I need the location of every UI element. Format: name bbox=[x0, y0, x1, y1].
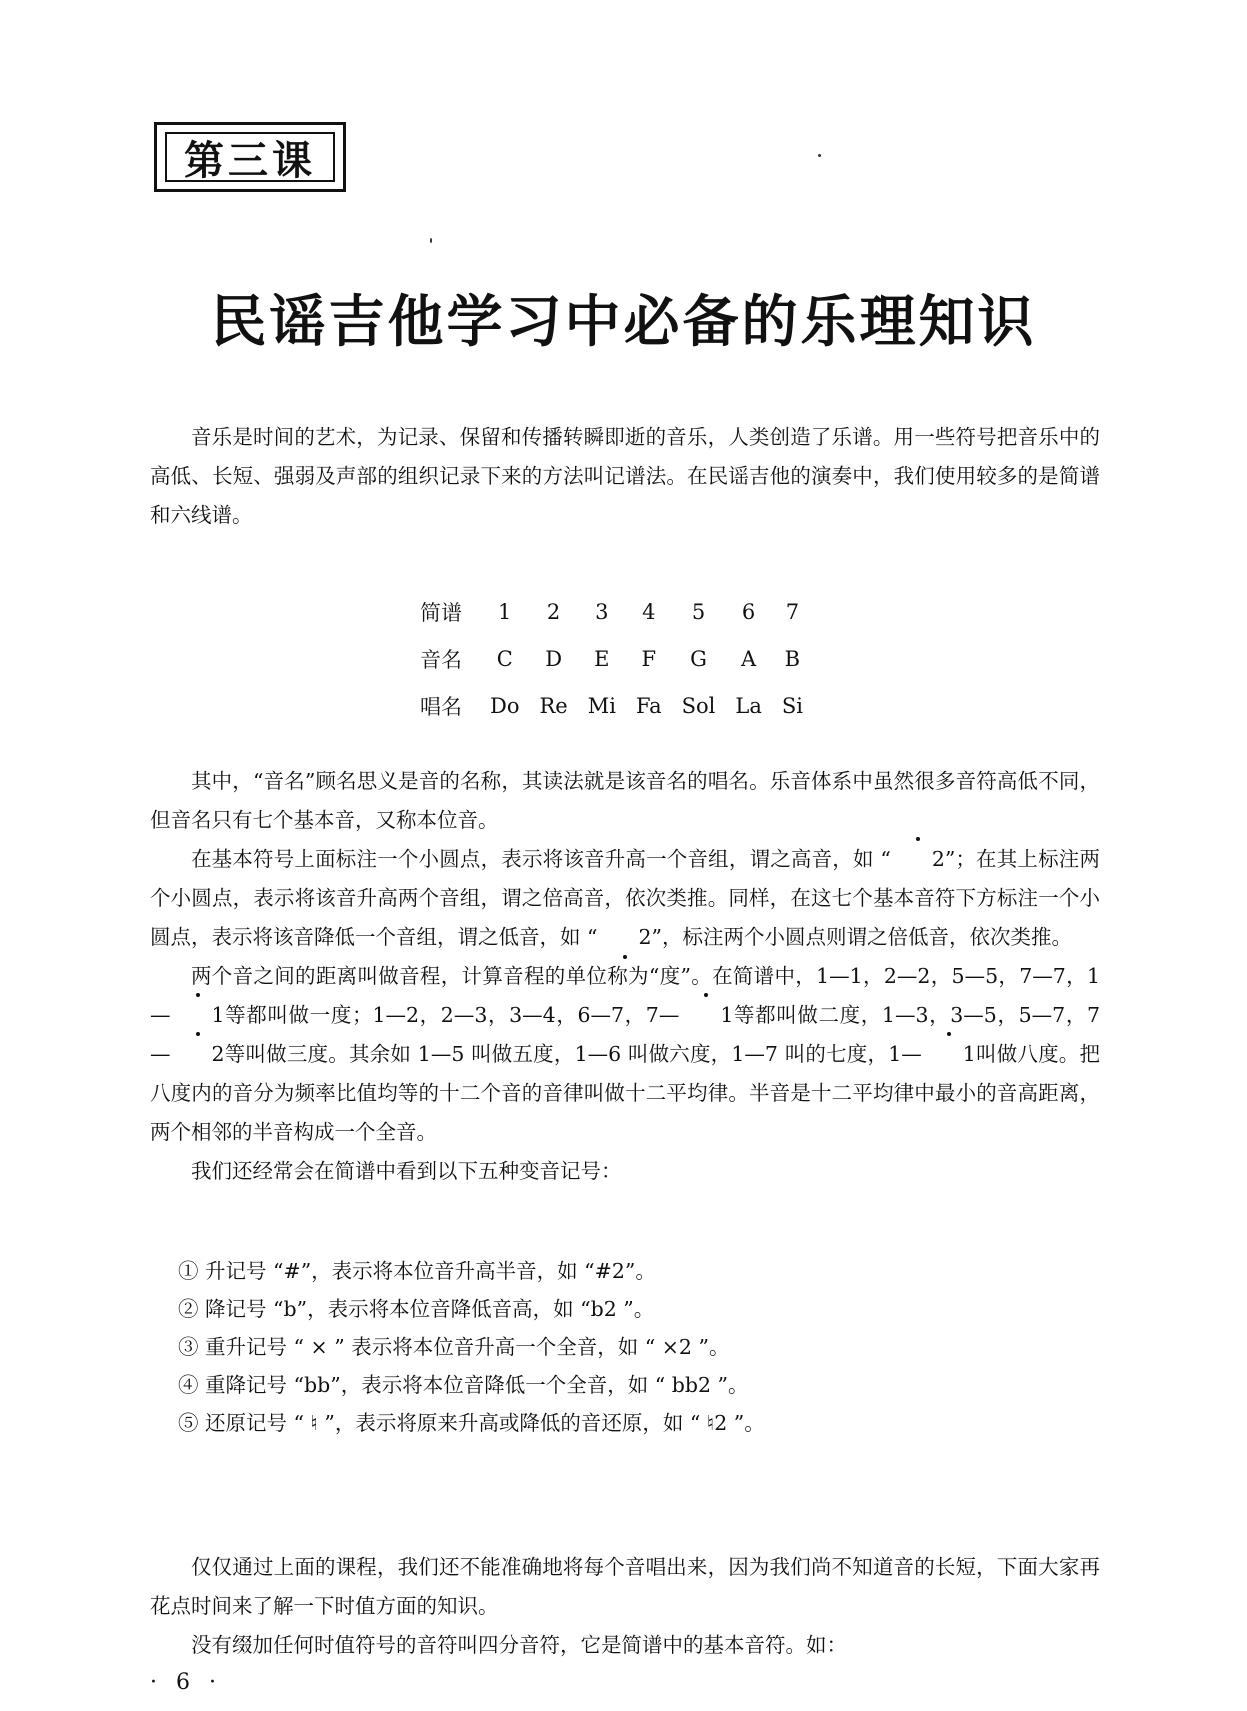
row-label: 唱名 bbox=[420, 694, 462, 719]
duration-section bbox=[150, 1548, 1100, 1665]
lesson-label: 第三课 bbox=[165, 132, 335, 182]
table-cell: 1 bbox=[498, 599, 512, 624]
list-item: ③ 重升记号 “ × ” 表示将本位音升高一个全音，如 “ ×2 ”。 bbox=[178, 1335, 730, 1359]
table-cell: 7 bbox=[785, 599, 800, 624]
paragraph-octave-dots bbox=[150, 840, 1100, 957]
paragraph-note-names: 其中，“音名”顾名思义是音的名称，其读法就是该音名的唱名。乐音体系中虽然很多音符高低不同，但音名只有七个基本音，又称本位音。 bbox=[150, 769, 1100, 832]
paragraph-intervals bbox=[150, 957, 1100, 1152]
text-span: ”；在其上标注两个小圆点，表示将该音升高两个音组，谓之倍高音，依次类推。同样，在这七个基本音符下方标注一个小圆点，表示将该音降低一个音组，谓之低音，如 “ bbox=[150, 847, 1100, 949]
accidentals-intro: 我们还经常会在简谱中看到以下五种变音记号： bbox=[191, 1159, 622, 1183]
intro-section bbox=[150, 418, 1100, 535]
paragraph-duration: 仅仅通过上面的课程，我们还不能准确地将每个音唱出来，因为我们尚不知道音的长短，下面大家再花点时间来了解一下时值方面的知识。 bbox=[150, 1555, 1100, 1618]
high-note: 1 bbox=[171, 996, 225, 1035]
high-note: 2 bbox=[171, 1035, 225, 1074]
table-cell: A bbox=[741, 646, 757, 671]
table-cell: Fa bbox=[635, 693, 662, 718]
list-item: ② 降记号 “b”，表示将本位音降低音高，如 “b2 ”。 bbox=[178, 1297, 655, 1321]
high-note: 1 bbox=[679, 996, 733, 1035]
table-cell: D bbox=[545, 646, 563, 671]
table-cell: Do bbox=[490, 693, 520, 718]
body-section bbox=[150, 762, 1100, 1191]
table-cell: 2 bbox=[546, 599, 561, 624]
text-span: 叫做八度。把八度内的音分为频率比值均等的十二个音的音律叫做十二平均律。半音是十二平均律中最小的音高距离，两个相邻的半音构成一个全音。 bbox=[150, 1042, 1101, 1144]
row-label: 音名 bbox=[420, 647, 462, 672]
table-cell: F bbox=[641, 646, 657, 671]
text-span: 等都叫做二度，1—3，3—5，5—7，7— bbox=[150, 1003, 1100, 1066]
list-item: ① 升记号 “#”，表示将本位音升高半音，如 “#2”。 bbox=[178, 1259, 656, 1283]
table-row bbox=[420, 682, 813, 729]
high-note: 2 bbox=[891, 840, 945, 879]
table-cell: 3 bbox=[595, 599, 609, 624]
text-span: 等都叫做一度；1—2，2—3，3—4，6—7，7— bbox=[224, 1003, 680, 1027]
table-cell: G bbox=[690, 646, 707, 671]
scan-speck bbox=[818, 154, 821, 157]
notation-table bbox=[420, 588, 813, 729]
high-note: 1 bbox=[922, 1035, 976, 1074]
table-row bbox=[420, 588, 813, 635]
row-label: 简谱 bbox=[420, 600, 462, 625]
low-note: 2 bbox=[598, 918, 652, 957]
table-cell: E bbox=[594, 646, 610, 671]
page-title: 民谣吉他学习中必备的乐理知识 bbox=[210, 289, 1037, 355]
table-cell: Re bbox=[539, 693, 568, 718]
table-cell: 5 bbox=[691, 599, 706, 624]
accidentals-list bbox=[178, 1252, 765, 1442]
text-span: 两个音之间的距离叫做音程，计算音程的单位称为“度”。在简谱中，1—1，2—2，5—5，7—7，1— bbox=[150, 964, 1100, 1027]
scan-speck bbox=[430, 238, 432, 243]
text-span: 在基本符号上面标注一个小圆点，表示将该音升高一个音组，谓之高音，如 “ bbox=[191, 847, 891, 871]
list-item: ⑤ 还原记号 “ ♮ ”，表示将原来升高或降低的音还原，如 “ ♮2 ”。 bbox=[178, 1411, 765, 1435]
lesson-label-box bbox=[154, 122, 346, 192]
page-number: · 6 · bbox=[150, 1670, 222, 1695]
intro-paragraph: 音乐是时间的艺术，为记录、保留和传播转瞬即逝的音乐，人类创造了乐谱。用一些符号把音乐中的高低、长短、强弱及声部的组织记录下来的方法叫记谱法。在民谣吉他的演奏中，我们使用较多的是简谱和六线谱。 bbox=[150, 425, 1100, 527]
paragraph-quarter-note: 没有缀加任何时值符号的音符叫四分音符，它是简谱中的基本音符。如： bbox=[191, 1633, 847, 1657]
table-cell: Mi bbox=[587, 693, 616, 718]
table-cell: Sol bbox=[681, 693, 716, 718]
table-cell: 4 bbox=[642, 599, 656, 624]
table-cell: Si bbox=[781, 693, 803, 718]
text-span: ”，标注两个小圆点则谓之倍低音，依次类推。 bbox=[651, 925, 1073, 949]
table-cell: C bbox=[496, 646, 513, 671]
table-cell: B bbox=[784, 646, 801, 671]
table-row bbox=[420, 635, 813, 682]
list-item: ④ 重降记号 “bb”，表示将本位音降低一个全音，如 “ bb2 ”。 bbox=[178, 1373, 749, 1397]
text-span: 等叫做三度。其余如 1—5 叫做五度，1—6 叫做六度，1—7 叫的七度，1— bbox=[224, 1042, 922, 1066]
table-cell: La bbox=[735, 693, 762, 718]
table-cell: 6 bbox=[741, 599, 756, 624]
